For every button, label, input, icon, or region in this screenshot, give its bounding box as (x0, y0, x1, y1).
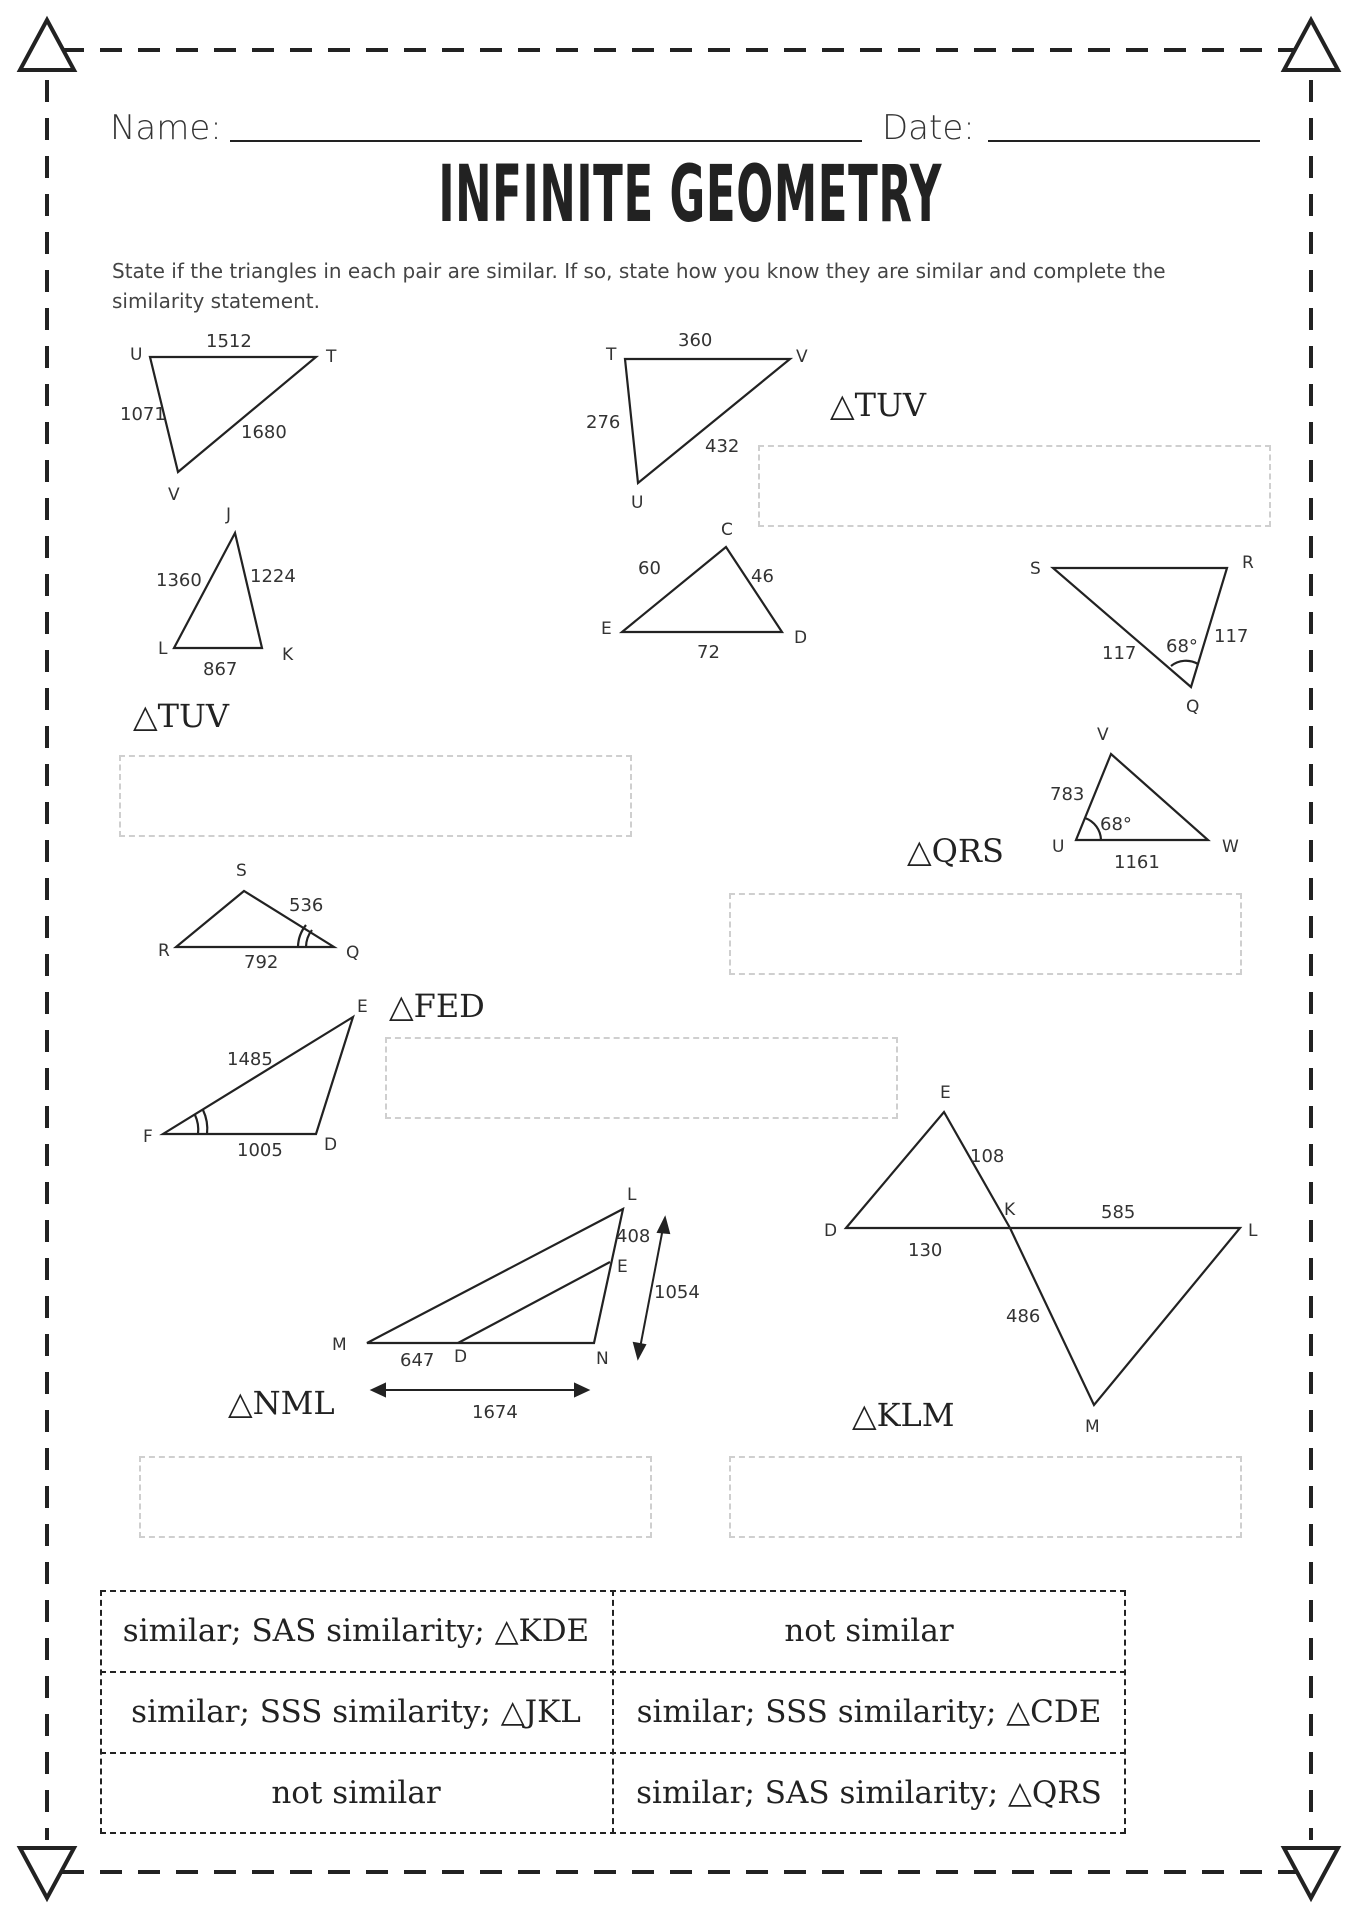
side-label: 867 (203, 659, 238, 680)
answer-box-2[interactable] (119, 755, 632, 837)
date-label: Date: (882, 108, 975, 148)
side-label: 360 (678, 330, 713, 351)
triangle-dek (846, 1112, 1010, 1228)
side-label: 72 (697, 642, 720, 663)
vertex-label: N (596, 1349, 609, 1369)
vertex-label: U (1052, 837, 1065, 857)
side-label: 117 (1214, 626, 1249, 647)
side-label: 432 (705, 436, 740, 457)
answer-box-4[interactable] (385, 1037, 898, 1119)
angle-mark-q2 (306, 930, 312, 947)
side-label: 108 (970, 1146, 1005, 1167)
side-label: 1360 (156, 570, 202, 591)
side-label: 276 (586, 412, 621, 433)
answer-box-3[interactable] (729, 893, 1242, 975)
statement-6: △KLM (852, 1396, 955, 1434)
side-label: 1485 (227, 1049, 273, 1070)
side-label: 1512 (206, 331, 252, 352)
angle-mark-q (1171, 661, 1198, 666)
side-label: 1054 (654, 1282, 700, 1303)
vertex-label: Q (1186, 697, 1200, 717)
side-label: 1224 (250, 566, 296, 587)
statement-2: △TUV (133, 697, 230, 735)
vertex-label: D (794, 628, 808, 648)
vertex-label: E (357, 997, 368, 1017)
vertex-label: E (601, 619, 612, 639)
vertex-label: M (1085, 1417, 1100, 1437)
side-label: 486 (1006, 1306, 1041, 1327)
side-label: 1071 (120, 404, 166, 425)
vertex-label: L (627, 1185, 637, 1205)
vertex-label: M (332, 1335, 347, 1355)
vertex-label: W (1222, 837, 1239, 857)
vertex-label: K (282, 645, 294, 665)
side-label: 117 (1102, 643, 1137, 664)
vertex-label: V (796, 347, 808, 367)
statement-5: △NML (228, 1384, 335, 1422)
vertex-label: T (606, 345, 617, 365)
vertex-label: C (721, 520, 733, 540)
side-label: 647 (400, 1350, 435, 1371)
side-label: 60 (638, 558, 661, 579)
statement-4: △FED (389, 987, 485, 1025)
triangle-efd (163, 1017, 353, 1134)
side-label: 1005 (237, 1140, 283, 1161)
vertex-label: S (1030, 559, 1041, 579)
triangle-klm (1010, 1228, 1240, 1405)
side-label: 536 (289, 895, 324, 916)
instructions: State if the triangles in each pair are similar. If so, state how you know they are similar and complete the similarity statement. (112, 259, 1166, 313)
answer-box-5[interactable] (139, 1456, 652, 1538)
vertex-label: V (168, 485, 180, 505)
vertex-label: E (940, 1083, 951, 1103)
answer-choice[interactable]: similar; SAS similarity; △QRS (636, 1775, 1102, 1811)
triangle-srq (1053, 568, 1227, 687)
answer-choice[interactable]: similar; SAS similarity; △KDE (122, 1612, 590, 1649)
vertex-label: R (158, 941, 170, 961)
vertex-label: F (143, 1127, 153, 1147)
angle-label: 68° (1166, 636, 1198, 657)
answer-choice[interactable]: not similar (271, 1775, 441, 1811)
vertex-label: Q (346, 943, 360, 963)
answer-box-1[interactable] (758, 445, 1271, 527)
answer-choice[interactable]: not similar (784, 1612, 954, 1649)
triangle-utv (150, 357, 316, 472)
angle-mark-f (195, 1115, 198, 1134)
vertex-label: S (236, 861, 247, 881)
vertex-label: V (1097, 725, 1109, 745)
vertex-label: D (824, 1221, 838, 1241)
side-label: 1674 (472, 1402, 518, 1423)
vertex-label: U (631, 493, 644, 513)
side-label: 46 (751, 566, 774, 587)
side-label: 1680 (241, 422, 287, 443)
answer-box-6[interactable] (729, 1456, 1242, 1538)
side-label: 1161 (1114, 852, 1160, 873)
side-label: 408 (616, 1226, 651, 1247)
name-label: Name: (110, 108, 222, 148)
vertex-label: D (454, 1347, 468, 1367)
vertex-label: K (1004, 1200, 1016, 1220)
vertex-label: L (158, 639, 168, 659)
angle-mark-fb (203, 1110, 207, 1134)
statement-3: △QRS (907, 832, 1004, 870)
page-title: INFINITE GEOMETRY (438, 150, 942, 240)
vertex-label: D (324, 1135, 338, 1155)
side-label: 792 (244, 952, 279, 973)
angle-label: 68° (1100, 814, 1132, 835)
vertex-label: R (1242, 553, 1254, 573)
angle-mark-u (1085, 818, 1101, 840)
vertex-label: T (326, 347, 337, 367)
vertex-label: U (130, 345, 143, 365)
segment-de (458, 1262, 610, 1343)
side-label: 130 (908, 1240, 943, 1261)
vertex-label: E (617, 1257, 628, 1277)
side-label: 585 (1101, 1202, 1136, 1223)
answer-choice[interactable]: similar; SSS similarity; △JKL (131, 1693, 581, 1730)
answer-choice[interactable]: similar; SSS similarity; △CDE (636, 1693, 1102, 1730)
statement-1: △TUV (830, 386, 927, 424)
vertex-label: L (1248, 1221, 1258, 1241)
vertex-label: J (226, 505, 232, 525)
side-label: 783 (1050, 784, 1085, 805)
